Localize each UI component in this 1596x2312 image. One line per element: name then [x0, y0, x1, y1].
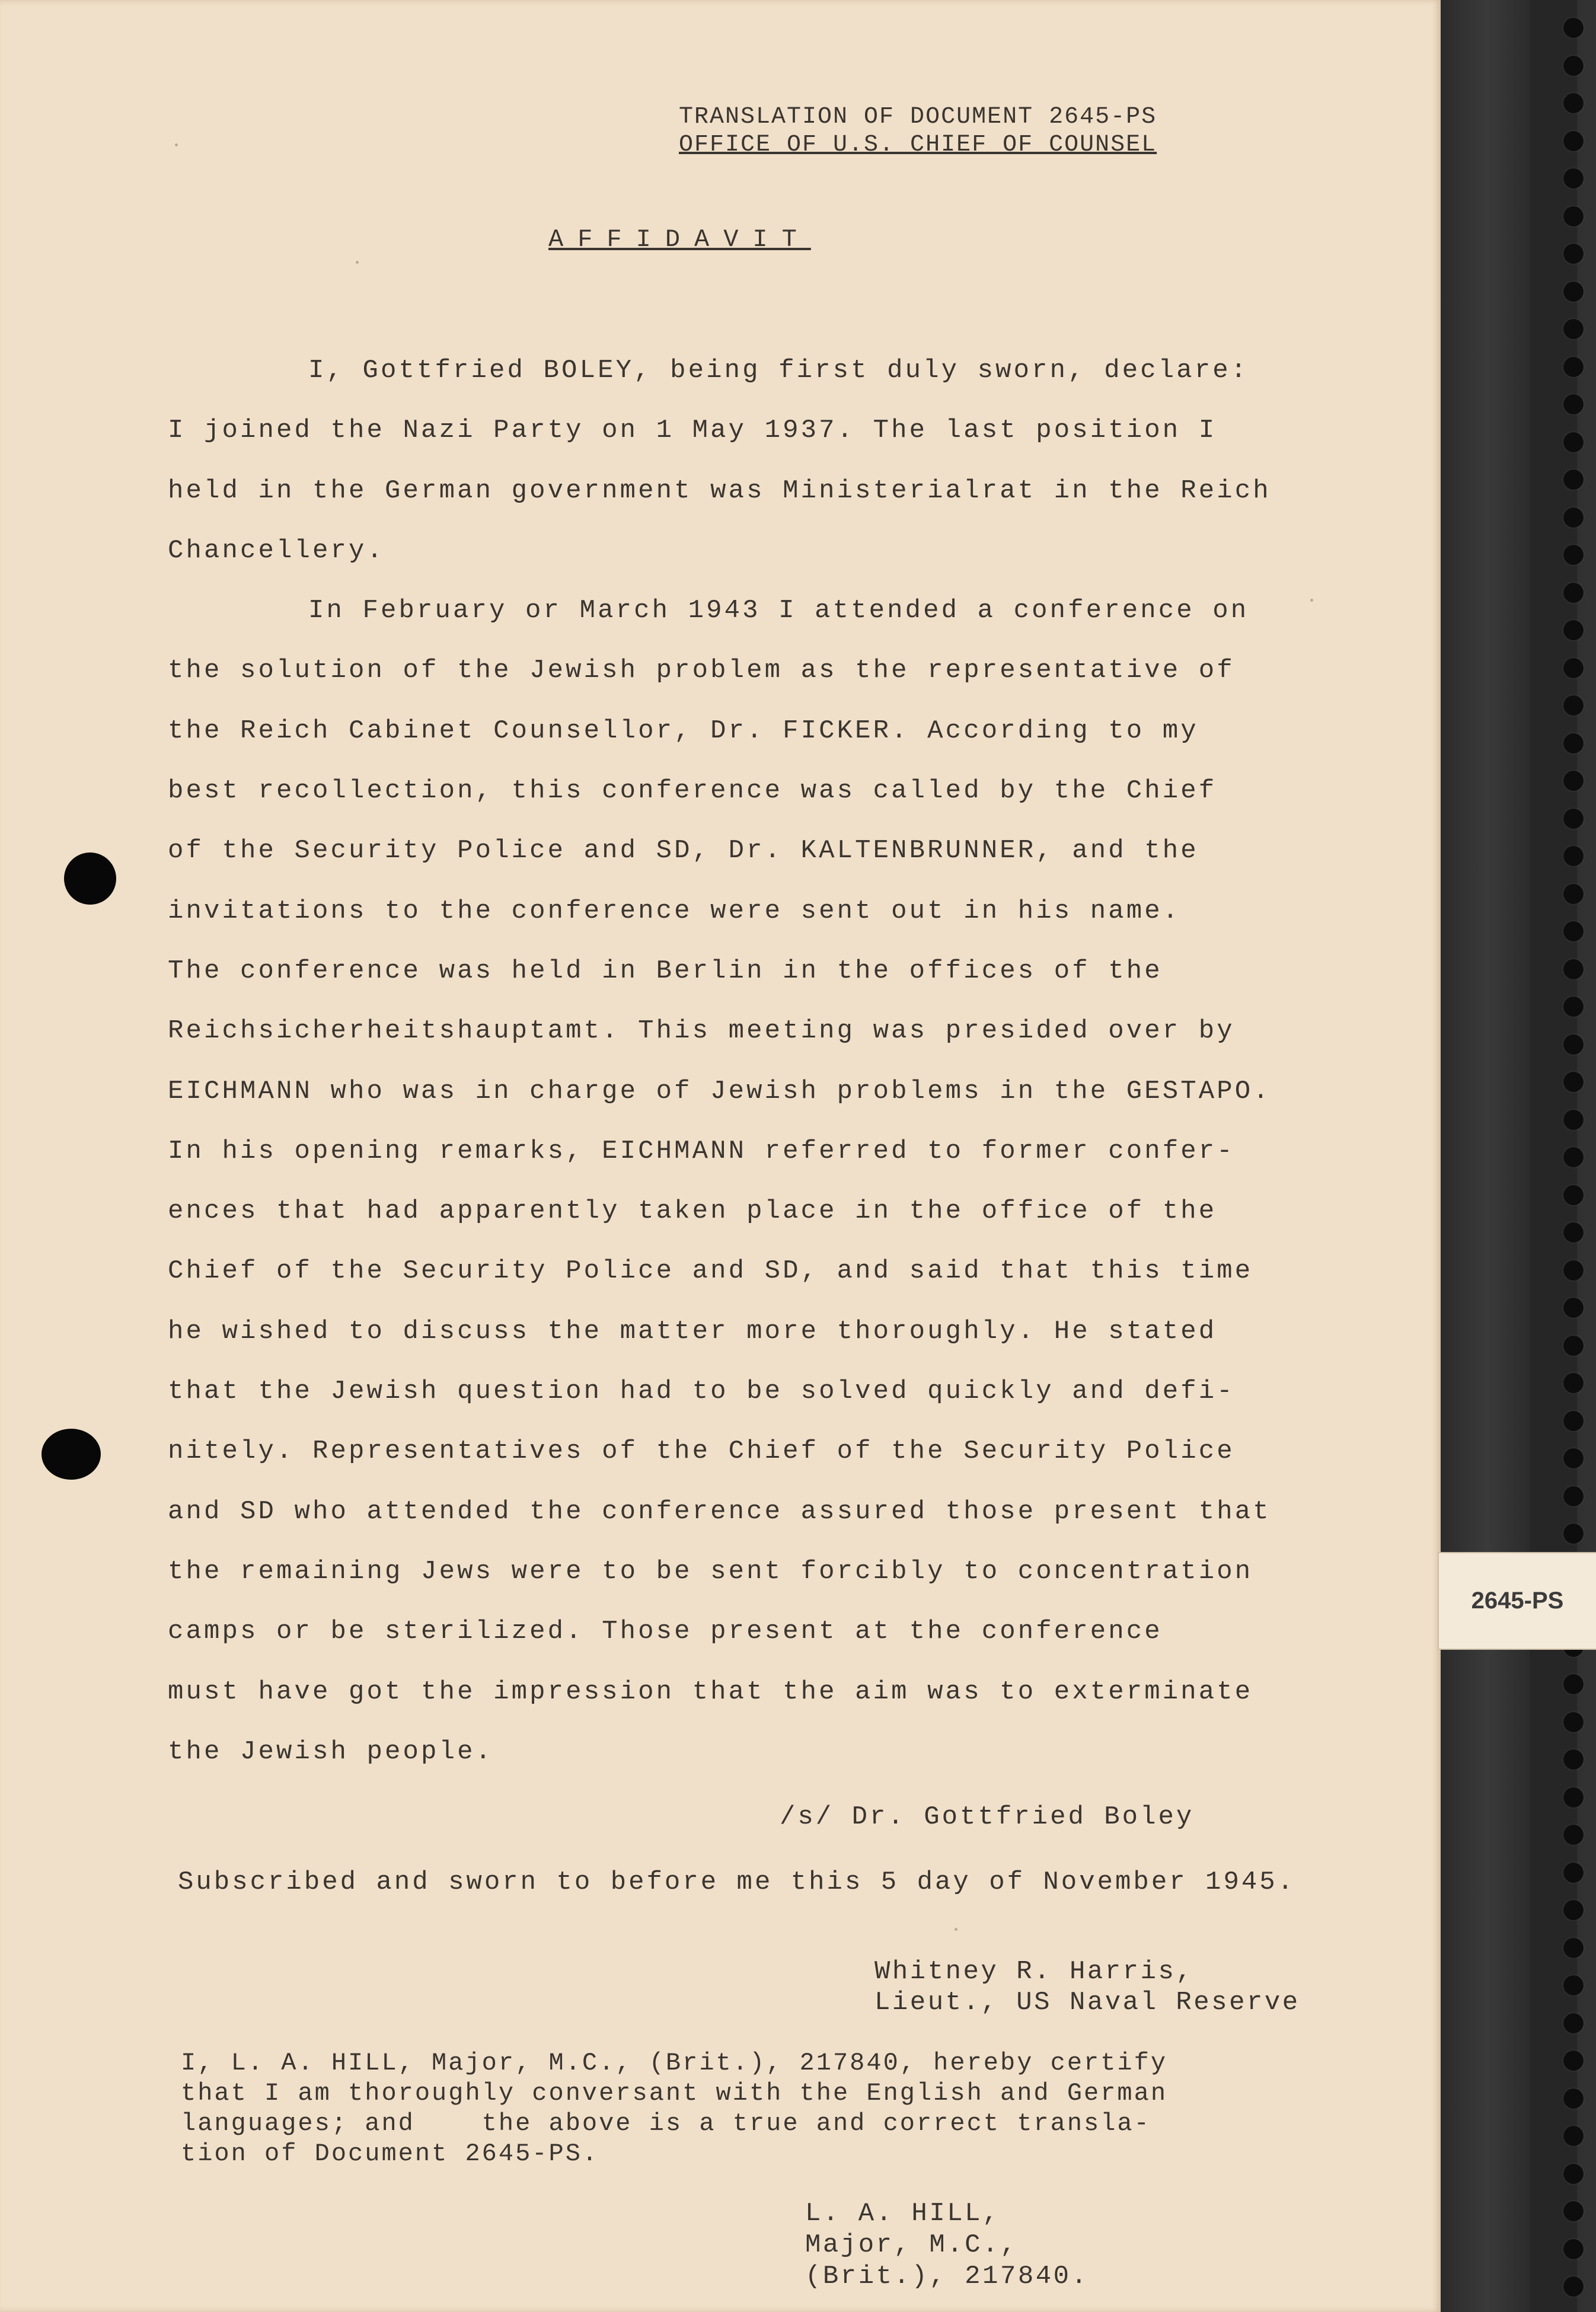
binder-ring: [1563, 1222, 1584, 1243]
binder-ring: [1563, 2126, 1584, 2146]
body-line: EICHMANN who was in charge of Jewish problems in the GESTAPO.: [168, 1076, 1271, 1106]
binder-ring: [1563, 2276, 1584, 2297]
body-line: camps or be sterilized. Those present at the conference: [168, 1617, 1163, 1647]
binder-ring: [1563, 809, 1584, 829]
punch-hole-top: [64, 852, 116, 905]
binder-ring: [1563, 583, 1584, 603]
paper-speck: [1310, 599, 1313, 602]
exhibit-tab: 2645-PS: [1438, 1552, 1596, 1650]
body-line: and SD who attended the conference assured those present that: [168, 1496, 1271, 1527]
binder-ring: [1563, 244, 1584, 264]
binder-ring: [1563, 1975, 1584, 1995]
body-line: ences that had apparently taken place in the office of the: [168, 1196, 1217, 1227]
binder-ring: [1563, 1787, 1584, 1808]
binder-ring: [1563, 545, 1584, 565]
body-line: of the Security Police and SD, Dr. KALTENBRUNNER, and the: [168, 836, 1199, 866]
binder-ring: [1563, 1938, 1584, 1958]
signature-line: /s/ Dr. Gottfried Boley: [780, 1802, 1195, 1832]
translation-certification: [181, 2048, 1167, 2169]
binder-ring: [1563, 733, 1584, 753]
binder-ring: [1563, 695, 1584, 716]
body-line: I, Gottfried BOLEY, being first duly sworn, declare:: [308, 356, 1249, 385]
witness-rank: Lieut., US Naval Reserve: [874, 1988, 1300, 2017]
body-line: The conference was held in Berlin in the offices of the: [168, 956, 1163, 986]
body-line: that the Jewish question had to be solved quickly and defi-: [168, 1377, 1235, 1407]
binder-ring: [1563, 2164, 1584, 2184]
certification-line: I, L. A. HILL, Major, M.C., (Brit.), 217840, hereby certify: [181, 2049, 1168, 2077]
binder-ring: [1563, 282, 1584, 302]
body-line: he wished to discuss the matter more thoroughly. He stated: [168, 1316, 1217, 1346]
binder-ring: [1563, 658, 1584, 678]
binder-ring: [1563, 206, 1584, 226]
binder-ring: [1563, 357, 1584, 377]
binder-ring: [1563, 56, 1584, 76]
body-line: the Jewish people.: [168, 1736, 494, 1767]
translator-number: (Brit.), 217840.: [805, 2262, 1089, 2291]
body-line: Chief of the Security Police and SD, and said that this time: [168, 1256, 1253, 1286]
body-line: the Reich Cabinet Counsellor, Dr. FICKER. According to my: [168, 716, 1199, 746]
binder-ring: [1563, 432, 1584, 452]
document-title: AFFIDAVIT: [548, 225, 811, 254]
binder-ring: [1563, 1712, 1584, 1732]
body-line: the solution of the Jewish problem as the representative of: [168, 656, 1235, 686]
binder-ring: [1563, 470, 1584, 490]
binder-ring: [1563, 2013, 1584, 2033]
document-header-line-2: OFFICE OF U.S. CHIEF OF COUNSEL: [679, 132, 1157, 158]
binder-ring: [1563, 1486, 1584, 1506]
binder-ring: [1563, 1448, 1584, 1468]
binder-ring: [1563, 1185, 1584, 1205]
binder-ring: [1563, 394, 1584, 414]
binder-ring: [1563, 1110, 1584, 1130]
binder-ring: [1563, 93, 1584, 113]
binder-ring: [1563, 921, 1584, 941]
binder-ring: [1563, 1411, 1584, 1431]
binder-ring: [1563, 1336, 1584, 1356]
binder-ring: [1563, 18, 1584, 38]
binder-ring: [1563, 2239, 1584, 2259]
witness-block: [874, 1956, 1300, 2018]
body-line: Reichsicherheitshauptamt. This meeting was presided over by: [168, 1016, 1235, 1046]
affidavit-body: [168, 341, 1282, 1782]
binder-ring: [1563, 1900, 1584, 1920]
binder-ring: [1563, 2051, 1584, 2071]
binder-ring: [1563, 1674, 1584, 1694]
binder-ring: [1563, 884, 1584, 904]
subscribed-statement: Subscribed and sworn to before me this 5 day of November 1945.: [178, 1867, 1296, 1897]
translator-rank: Major, M.C.,: [805, 2230, 1018, 2260]
witness-name: Whitney R. Harris,: [874, 1957, 1194, 1987]
document-header-line-1: TRANSLATION OF DOCUMENT 2645-PS: [679, 104, 1157, 130]
binder-ring: [1563, 319, 1584, 339]
body-line: nitely. Representatives of the Chief of the Security Police: [168, 1436, 1235, 1467]
binder-ring: [1563, 507, 1584, 528]
binder-ring: [1563, 1147, 1584, 1167]
paper-speck: [175, 143, 178, 146]
body-line: In his opening remarks, EICHMANN referred to former confer-: [168, 1136, 1235, 1166]
binder-ring: [1563, 620, 1584, 640]
body-line: I joined the Nazi Party on 1 May 1937. The last position I: [168, 416, 1217, 446]
binder-ring: [1563, 846, 1584, 866]
binder-ring: [1563, 1749, 1584, 1770]
binder-ring: [1563, 771, 1584, 791]
binder-ring: [1563, 1373, 1584, 1393]
binder-ring: [1563, 1298, 1584, 1318]
body-line: best recollection, this conference was called by the Chief: [168, 776, 1217, 806]
binder-ring: [1563, 1825, 1584, 1845]
body-line: In February or March 1943 I attended a conference on: [308, 596, 1249, 626]
binder-ring: [1563, 959, 1584, 979]
paper-speck: [356, 261, 359, 264]
body-line: Chancellery.: [168, 535, 385, 566]
binder-ring: [1563, 997, 1584, 1017]
certification-line: languages; and the above is a true and correct transla-: [181, 2109, 1151, 2138]
translator-name: L. A. HILL,: [805, 2199, 1000, 2228]
binder-ring: [1563, 168, 1584, 189]
translator-block: [805, 2198, 1089, 2292]
binder-ring: [1563, 1863, 1584, 1883]
certification-line: that I am thoroughly conversant with the English and German: [181, 2079, 1168, 2107]
paper-speck: [955, 1928, 957, 1931]
binder-ring: [1563, 1072, 1584, 1092]
body-line: the remaining Jews were to be sent forcibly to concentration: [168, 1556, 1253, 1586]
binder-ring: [1563, 1260, 1584, 1280]
binder-ring: [1563, 131, 1584, 151]
body-line: invitations to the conference were sent out in his name.: [168, 896, 1181, 926]
body-line: must have got the impression that the aim was to exterminate: [168, 1676, 1253, 1707]
body-line: held in the German government was Ministerialrat in the Reich: [168, 475, 1271, 506]
certification-line: tion of Document 2645-PS.: [181, 2139, 599, 2168]
binder-ring: [1563, 1524, 1584, 1544]
binder-ring: [1563, 2089, 1584, 2109]
binder-ring: [1563, 2201, 1584, 2221]
binder-ring: [1563, 1034, 1584, 1055]
punch-hole-bottom: [42, 1429, 101, 1480]
